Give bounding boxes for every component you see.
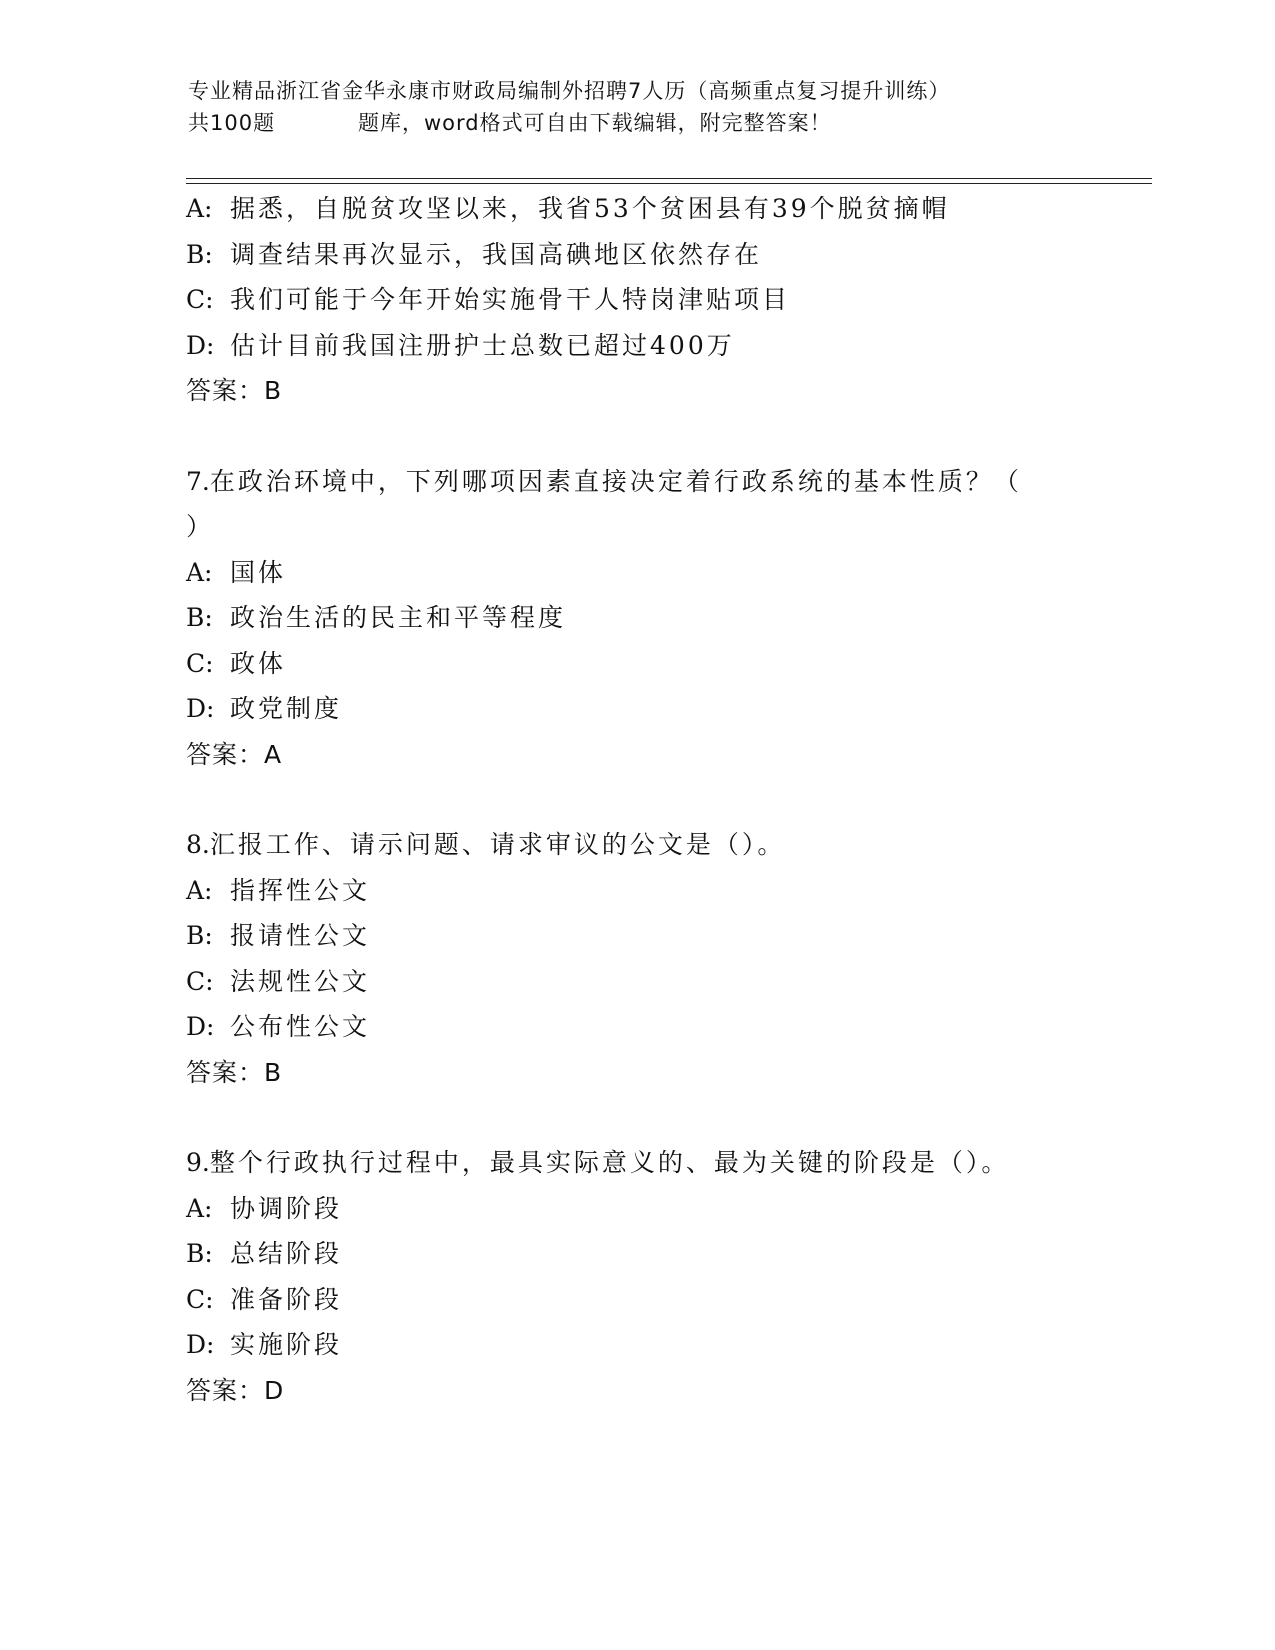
option-letter: D: <box>186 694 215 723</box>
question-stem <box>186 459 1146 505</box>
option-letter: C: <box>186 648 214 678</box>
option-text: 报请性公文 <box>230 921 371 950</box>
option-a <box>186 550 1146 596</box>
option-d <box>186 1322 1146 1368</box>
option-letter: D: <box>186 330 215 360</box>
question-8 <box>186 822 1146 1095</box>
question-text: 在政治环境中，下列哪项因素直接决定着行政系统的基本性质？（ <box>209 466 1022 496</box>
option-text: 我们可能于今年开始实施骨干人特岗津贴项目 <box>230 285 791 314</box>
question-6-tail <box>186 186 1146 414</box>
option-text: 政党制度 <box>230 694 343 723</box>
question-text: 整个行政执行过程中，最具实际意义的、最为关键的阶段是（）。 <box>209 1148 1010 1177</box>
question-stem <box>186 822 1146 868</box>
option-letter: A: <box>186 194 213 223</box>
option-letter: A: <box>186 875 213 905</box>
header-title-line1: 专业精品浙江省金华永康市财政局编制外招聘7人历（高频重点复习提升训练） <box>188 79 951 103</box>
question-number: 9. <box>186 1148 210 1177</box>
header-title-line2 <box>188 107 1148 139</box>
option-text: 政治生活的民主和平等程度 <box>230 603 567 632</box>
answer-line: 答案：A <box>186 739 283 769</box>
question-list <box>186 186 1146 1413</box>
option-d <box>186 323 1146 369</box>
option-text: 法规性公文 <box>230 966 371 996</box>
question-count: 共100题 <box>188 111 276 135</box>
option-c <box>186 641 1146 687</box>
option-c <box>186 959 1146 1005</box>
option-text: 国体 <box>230 557 287 587</box>
option-letter: A: <box>186 1193 213 1223</box>
option-letter: D: <box>186 1330 215 1359</box>
option-a <box>186 186 1146 232</box>
option-letter: B: <box>186 603 213 632</box>
option-b <box>186 595 1146 641</box>
option-text: 总结阶段 <box>230 1239 343 1268</box>
option-text: 实施阶段 <box>230 1330 343 1359</box>
option-a <box>186 868 1146 914</box>
answer-line: 答案：B <box>186 376 283 405</box>
question-7 <box>186 459 1146 778</box>
header-divider-top <box>186 178 1152 179</box>
option-letter: C: <box>186 1284 214 1314</box>
option-text: 指挥性公文 <box>230 875 371 905</box>
option-letter: B: <box>186 921 213 950</box>
document-header <box>188 75 1148 139</box>
option-text: 调查结果再次显示，我国高碘地区依然存在 <box>230 239 763 269</box>
option-letter: B: <box>186 239 213 269</box>
option-a <box>186 1186 1146 1232</box>
header-description: 题库，word格式可自由下载编辑，附完整答案！ <box>358 111 832 135</box>
option-b <box>186 232 1146 278</box>
option-b <box>186 1231 1146 1277</box>
option-text: 政体 <box>230 648 287 678</box>
option-c <box>186 1277 1146 1323</box>
answer-line: 答案：D <box>186 1375 285 1405</box>
option-letter: C: <box>186 966 214 996</box>
option-text: 准备阶段 <box>230 1284 343 1314</box>
question-9 <box>186 1140 1146 1413</box>
option-text: 公布性公文 <box>230 1012 371 1041</box>
option-b <box>186 913 1146 959</box>
answer-line: 答案：B <box>186 1057 283 1087</box>
question-stem <box>186 1140 1146 1186</box>
option-c <box>186 277 1146 323</box>
question-text: 汇报工作、请示问题、请求审议的公文是（）。 <box>209 830 786 859</box>
option-letter: A: <box>186 557 213 587</box>
question-stem-wrap: ） <box>186 512 215 541</box>
option-text: 估计目前我国注册护士总数已超过400万 <box>230 330 735 360</box>
question-number: 8. <box>186 830 210 859</box>
header-divider-bottom <box>186 183 1152 184</box>
option-text: 据悉，自脱贫攻坚以来，我省53个贫困县有39个脱贫摘帽 <box>230 194 950 223</box>
option-d <box>186 1004 1146 1050</box>
option-letter: C: <box>186 285 214 314</box>
question-number: 7. <box>186 466 210 496</box>
option-letter: D: <box>186 1012 215 1041</box>
option-letter: B: <box>186 1239 213 1268</box>
option-text: 协调阶段 <box>230 1193 343 1223</box>
option-d <box>186 686 1146 732</box>
